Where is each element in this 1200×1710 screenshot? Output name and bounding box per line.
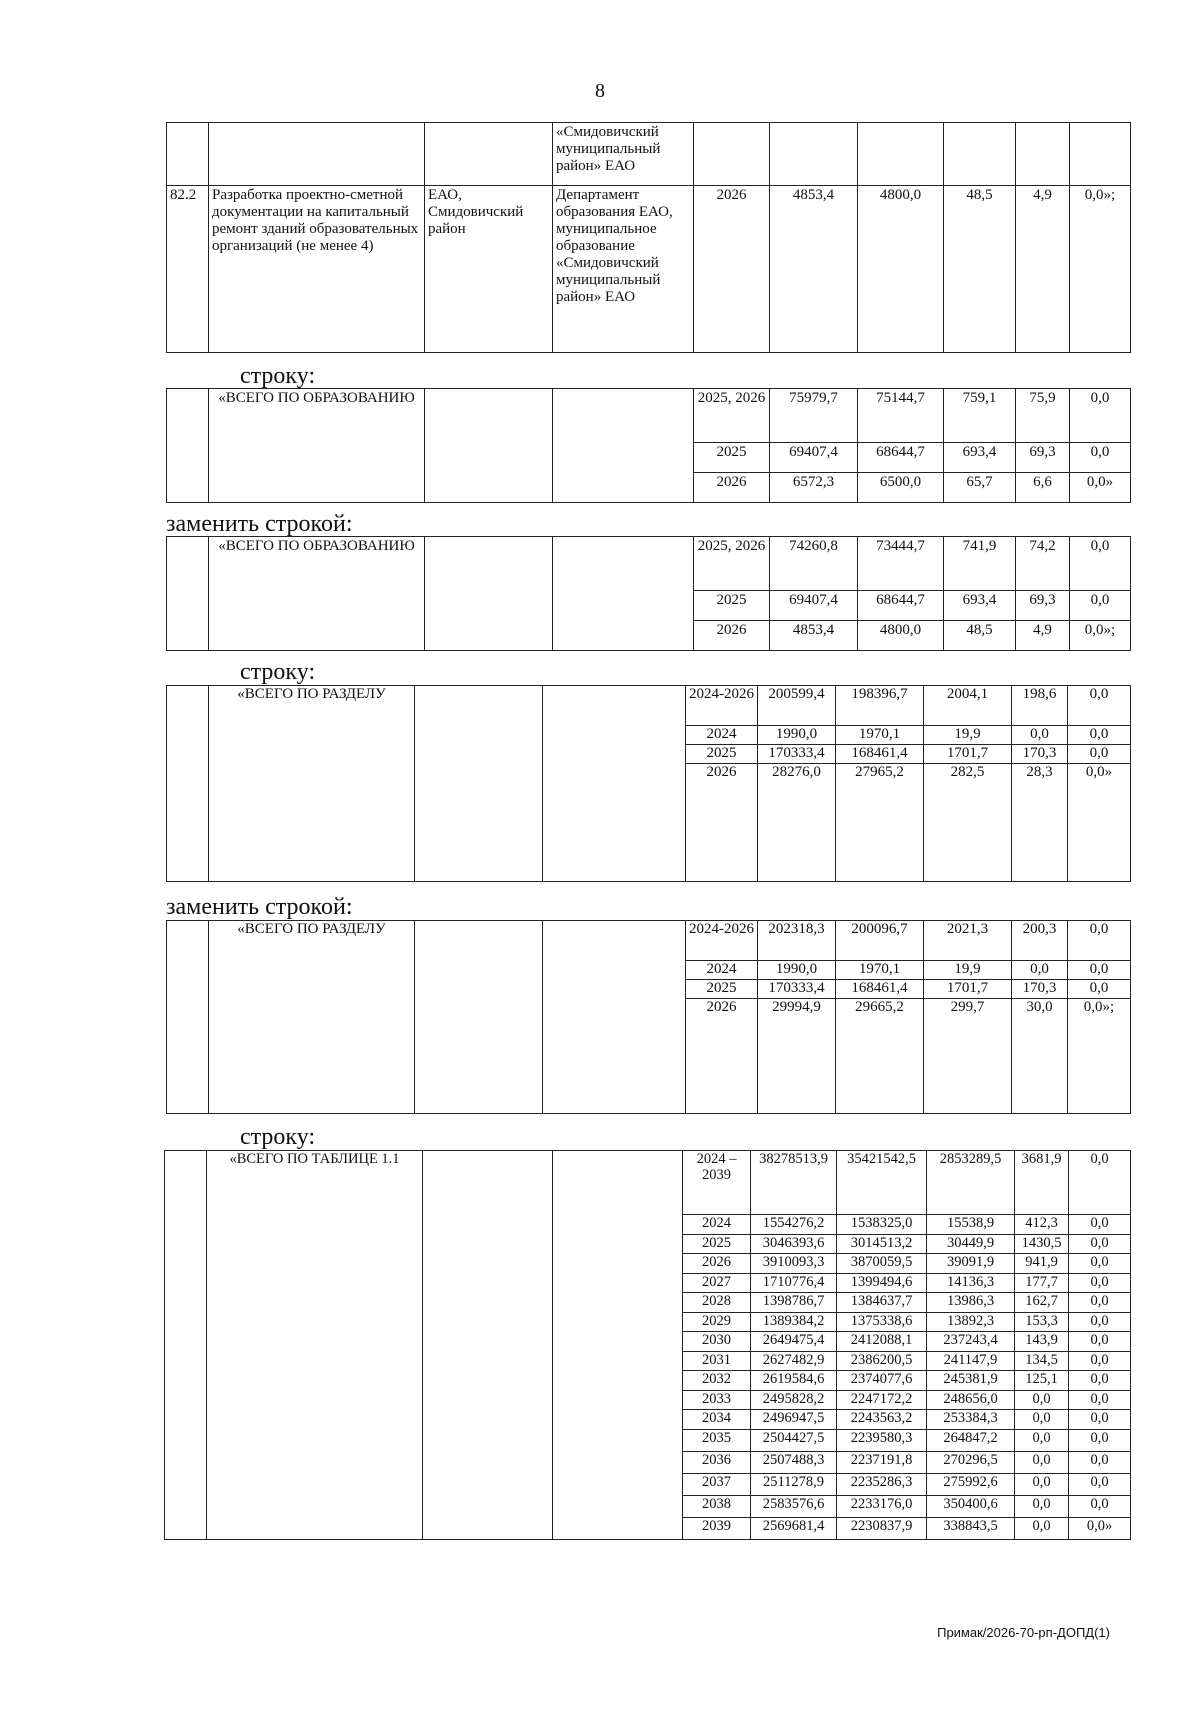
value-cell: 0,0: [1069, 1390, 1131, 1410]
value-cell: 0,0: [1069, 1410, 1131, 1430]
year-cell: 2031: [683, 1351, 751, 1371]
year-cell: 2025: [683, 1234, 751, 1254]
value-cell: 75979,7: [770, 389, 858, 443]
year-cell: 2025: [686, 745, 758, 764]
year-cell: 2024-2026: [686, 921, 758, 961]
year-cell: 2024: [683, 1215, 751, 1235]
value-cell: 1399494,6: [837, 1273, 927, 1293]
value-cell: 38278513,9: [751, 1151, 837, 1215]
table-row: [167, 123, 1131, 186]
value-cell: 6572,3: [770, 473, 858, 503]
year-cell: 2025: [694, 443, 770, 473]
value-cell: 39091,9: [927, 1254, 1015, 1274]
value-cell: 0,0: [1068, 726, 1131, 745]
value-cell: 275992,6: [927, 1473, 1015, 1495]
value-cell: 0,0»: [1070, 473, 1131, 503]
value-cell: 0,0: [1069, 1371, 1131, 1391]
year-cell: 2026: [694, 473, 770, 503]
value-cell: 0,0: [1069, 1332, 1131, 1352]
year-cell: 2038: [683, 1495, 751, 1517]
value-cell: 0,0»;: [1070, 621, 1131, 651]
value-cell: 0,0: [1068, 686, 1131, 726]
value-cell: 1389384,2: [751, 1312, 837, 1332]
year-cell: 2026: [694, 621, 770, 651]
value-cell: 69,3: [1016, 591, 1070, 621]
executor-cell: «Смидовичский муниципальный район» ЕАО: [553, 123, 694, 186]
value-cell: 69407,4: [770, 443, 858, 473]
education-total-old: [166, 388, 1131, 503]
executor-cell: Департамент образования ЕАО, муниципальное образование «Смидовичский муниципальный район» ЕАО: [553, 186, 694, 353]
value-cell: 0,0: [1070, 389, 1131, 443]
education-total-new: [166, 536, 1131, 651]
value-cell: 1970,1: [836, 961, 924, 980]
year-cell: 2037: [683, 1473, 751, 1495]
value-cell: 0,0: [1069, 1254, 1131, 1274]
value-cell: 0,0»: [1068, 764, 1131, 882]
value-cell: 2239580,3: [837, 1429, 927, 1451]
document-code: Примак/2026-70-рп-ДОПД(1): [937, 1625, 1110, 1640]
value-cell: 248656,0: [927, 1390, 1015, 1410]
section-total-new: [166, 920, 1131, 1114]
value-cell: 2004,1: [924, 686, 1012, 726]
value-cell: 200599,4: [758, 686, 836, 726]
value-cell: 153,3: [1015, 1312, 1069, 1332]
value-cell: 253384,3: [927, 1410, 1015, 1430]
section-total-old: [166, 685, 1131, 882]
value-cell: 1398786,7: [751, 1293, 837, 1313]
value-cell: 170,3: [1012, 745, 1068, 764]
table-row: [167, 686, 1131, 726]
value-cell: 2374077,6: [837, 1371, 927, 1391]
row-number: 82.2: [167, 186, 209, 353]
value-cell: 2237191,8: [837, 1451, 927, 1473]
total-label: «ВСЕГО ПО ОБРАЗОВАНИЮ: [209, 389, 425, 503]
value-cell: 177,7: [1015, 1273, 1069, 1293]
value-cell: 0,0: [1012, 726, 1068, 745]
table-row: [167, 389, 1131, 443]
value-cell: 693,4: [944, 443, 1016, 473]
value-cell: 143,9: [1015, 1332, 1069, 1352]
value-cell: 170,3: [1012, 980, 1068, 999]
value-cell: 35421542,5: [837, 1151, 927, 1215]
year-cell: 2025: [686, 980, 758, 999]
value-cell: 1375338,6: [837, 1312, 927, 1332]
value-cell: 1701,7: [924, 745, 1012, 764]
year-cell: 2028: [683, 1293, 751, 1313]
value-cell: 2507488,3: [751, 1451, 837, 1473]
year-cell: 2039: [683, 1517, 751, 1539]
value-cell: 13986,3: [927, 1293, 1015, 1313]
year-cell: 2024-2026: [686, 686, 758, 726]
year-cell: 2029: [683, 1312, 751, 1332]
value-cell: 125,1: [1015, 1371, 1069, 1391]
value-cell: 0,0: [1069, 1473, 1131, 1495]
value-cell: 0,0: [1015, 1517, 1069, 1539]
value-cell: 1990,0: [758, 961, 836, 980]
value-cell: 0,0: [1068, 961, 1131, 980]
value-cell: 0,0: [1069, 1293, 1131, 1313]
value-cell: 75144,7: [858, 389, 944, 443]
value-cell: 0,0: [1069, 1495, 1131, 1517]
value-cell: 134,5: [1015, 1351, 1069, 1371]
year-cell: 2025: [694, 591, 770, 621]
value-cell: 0,0: [1069, 1151, 1131, 1215]
year-cell: 2036: [683, 1451, 751, 1473]
value-cell: 68644,7: [858, 443, 944, 473]
value-cell: 69,3: [1016, 443, 1070, 473]
value-cell: 282,5: [924, 764, 1012, 882]
value-cell: 338843,5: [927, 1517, 1015, 1539]
value-cell: 170333,4: [758, 745, 836, 764]
value-cell: 168461,4: [836, 980, 924, 999]
value-cell: 2386200,5: [837, 1351, 927, 1371]
value-cell: 941,9: [1015, 1254, 1069, 1274]
total-label: «ВСЕГО ПО РАЗДЕЛУ: [209, 686, 415, 882]
year-cell: 2026: [683, 1254, 751, 1274]
value-cell: 3870059,5: [837, 1254, 927, 1274]
value-cell: 0,0: [1068, 745, 1131, 764]
value-cell: 202318,3: [758, 921, 836, 961]
value-cell: 0,0: [1015, 1429, 1069, 1451]
value-cell: 0,0: [1015, 1390, 1069, 1410]
value-cell: 2504427,5: [751, 1429, 837, 1451]
value-cell: 29665,2: [836, 999, 924, 1114]
value-cell: 0,0: [1015, 1451, 1069, 1473]
value-cell: 0,0: [1069, 1429, 1131, 1451]
value-cell: 1701,7: [924, 980, 1012, 999]
value-cell: 350400,6: [927, 1495, 1015, 1517]
value-cell: 2021,3: [924, 921, 1012, 961]
table-row: [165, 1151, 1131, 1215]
value-cell: 0,0: [1069, 1273, 1131, 1293]
value-cell: 15538,9: [927, 1215, 1015, 1235]
year-cell: 2024: [686, 961, 758, 980]
value-cell: 75,9: [1016, 389, 1070, 443]
value-cell: 14136,3: [927, 1273, 1015, 1293]
year-cell: 2024: [686, 726, 758, 745]
program-table-fragment: [166, 122, 1131, 353]
value-cell: 2235286,3: [837, 1473, 927, 1495]
value-cell: 65,7: [944, 473, 1016, 503]
year-cell: 2025, 2026: [694, 537, 770, 591]
value-cell: 1970,1: [836, 726, 924, 745]
value-cell: 0,0: [1015, 1495, 1069, 1517]
year-cell: 2033: [683, 1390, 751, 1410]
value-cell: 0,0: [1069, 1215, 1131, 1235]
value-cell: 0,0: [1012, 961, 1068, 980]
value-cell: 3014513,2: [837, 1234, 927, 1254]
year-cell: 2025, 2026: [694, 389, 770, 443]
value-cell: 3046393,6: [751, 1234, 837, 1254]
value-cell: 4800,0: [858, 186, 944, 353]
value-cell: 0,0: [1068, 921, 1131, 961]
value-cell: 2495828,2: [751, 1390, 837, 1410]
year-cell: 2027: [683, 1273, 751, 1293]
value-cell: 741,9: [944, 537, 1016, 591]
value-cell: 2230837,9: [837, 1517, 927, 1539]
value-cell: 2412088,1: [837, 1332, 927, 1352]
value-cell: 4,9: [1016, 621, 1070, 651]
value-cell: 759,1: [944, 389, 1016, 443]
year-cell: 2035: [683, 1429, 751, 1451]
value-cell: 3681,9: [1015, 1151, 1069, 1215]
value-cell: 0,0: [1070, 443, 1131, 473]
value-cell: 3910093,3: [751, 1254, 837, 1274]
value-cell: 2619584,6: [751, 1371, 837, 1391]
value-cell: 30449,9: [927, 1234, 1015, 1254]
value-cell: 162,7: [1015, 1293, 1069, 1313]
value-cell: 28276,0: [758, 764, 836, 882]
value-cell: 28,3: [1012, 764, 1068, 882]
caption-row: строку:: [240, 363, 316, 389]
caption-row: строку:: [240, 1124, 316, 1150]
year-cell: 2026: [686, 999, 758, 1114]
value-cell: 2243563,2: [837, 1410, 927, 1430]
value-cell: 19,9: [924, 961, 1012, 980]
value-cell: 2247172,2: [837, 1390, 927, 1410]
table-row: [167, 921, 1131, 961]
value-cell: 4853,4: [770, 621, 858, 651]
value-cell: 1710776,4: [751, 1273, 837, 1293]
value-cell: 412,3: [1015, 1215, 1069, 1235]
value-cell: 19,9: [924, 726, 1012, 745]
value-cell: 299,7: [924, 999, 1012, 1114]
table-row: [167, 537, 1131, 591]
value-cell: 2583576,6: [751, 1495, 837, 1517]
value-cell: 0,0»;: [1068, 999, 1131, 1114]
value-cell: 237243,4: [927, 1332, 1015, 1352]
value-cell: 2569681,4: [751, 1517, 837, 1539]
value-cell: 2511278,9: [751, 1473, 837, 1495]
value-cell: 4853,4: [770, 186, 858, 353]
value-cell: 6500,0: [858, 473, 944, 503]
total-label: «ВСЕГО ПО ОБРАЗОВАНИЮ: [209, 537, 425, 651]
caption-replace: заменить строкой:: [166, 511, 353, 537]
value-cell: 0,0: [1069, 1451, 1131, 1473]
table-total: [164, 1150, 1131, 1540]
year-cell: 2032: [683, 1371, 751, 1391]
location-cell: ЕАО, Смидовичский район: [425, 186, 553, 353]
value-cell: 2233176,0: [837, 1495, 927, 1517]
value-cell: 0,0: [1070, 591, 1131, 621]
value-cell: 69407,4: [770, 591, 858, 621]
value-cell: 48,5: [944, 186, 1016, 353]
value-cell: 74,2: [1016, 537, 1070, 591]
value-cell: 0,0: [1070, 537, 1131, 591]
value-cell: 0,0: [1069, 1312, 1131, 1332]
page-number: 8: [595, 80, 605, 102]
value-cell: 29994,9: [758, 999, 836, 1114]
value-cell: 200,3: [1012, 921, 1068, 961]
value-cell: 170333,4: [758, 980, 836, 999]
activity-name: Разработка проектно-сметной документации на капитальный ремонт зданий образовательных организаций (не менее 4): [209, 186, 425, 353]
value-cell: 48,5: [944, 621, 1016, 651]
value-cell: 6,6: [1016, 473, 1070, 503]
year-cell: 2030: [683, 1332, 751, 1352]
value-cell: 74260,8: [770, 537, 858, 591]
value-cell: 168461,4: [836, 745, 924, 764]
value-cell: 68644,7: [858, 591, 944, 621]
year-cell: 2026: [686, 764, 758, 882]
value-cell: 0,0: [1015, 1410, 1069, 1430]
value-cell: 264847,2: [927, 1429, 1015, 1451]
year-cell: 2034: [683, 1410, 751, 1430]
value-cell: 2496947,5: [751, 1410, 837, 1430]
value-cell: 2853289,5: [927, 1151, 1015, 1215]
value-cell: 241147,9: [927, 1351, 1015, 1371]
value-cell: 2649475,4: [751, 1332, 837, 1352]
value-cell: 30,0: [1012, 999, 1068, 1114]
value-cell: 1384637,7: [837, 1293, 927, 1313]
value-cell: 1430,5: [1015, 1234, 1069, 1254]
value-cell: 693,4: [944, 591, 1016, 621]
value-cell: 270296,5: [927, 1451, 1015, 1473]
value-cell: 4,9: [1016, 186, 1070, 353]
year-cell: 2026: [694, 186, 770, 353]
year-cell: 2024 – 2039: [683, 1151, 751, 1215]
value-cell: 73444,7: [858, 537, 944, 591]
value-cell: 198396,7: [836, 686, 924, 726]
caption-replace: заменить строкой:: [166, 894, 353, 920]
value-cell: 1554276,2: [751, 1215, 837, 1235]
value-cell: 0,0»: [1069, 1517, 1131, 1539]
value-cell: 0,0: [1069, 1351, 1131, 1371]
value-cell: 0,0: [1069, 1234, 1131, 1254]
value-cell: 0,0»;: [1070, 186, 1131, 353]
value-cell: 27965,2: [836, 764, 924, 882]
value-cell: 200096,7: [836, 921, 924, 961]
total-label: «ВСЕГО ПО ТАБЛИЦЕ 1.1: [207, 1151, 423, 1540]
value-cell: 1990,0: [758, 726, 836, 745]
value-cell: 1538325,0: [837, 1215, 927, 1235]
value-cell: 198,6: [1012, 686, 1068, 726]
value-cell: 0,0: [1015, 1473, 1069, 1495]
value-cell: 2627482,9: [751, 1351, 837, 1371]
value-cell: 13892,3: [927, 1312, 1015, 1332]
table-row: [167, 186, 1131, 353]
total-label: «ВСЕГО ПО РАЗДЕЛУ: [209, 921, 415, 1114]
value-cell: 0,0: [1068, 980, 1131, 999]
value-cell: 245381,9: [927, 1371, 1015, 1391]
caption-row: строку:: [240, 659, 316, 685]
value-cell: 4800,0: [858, 621, 944, 651]
